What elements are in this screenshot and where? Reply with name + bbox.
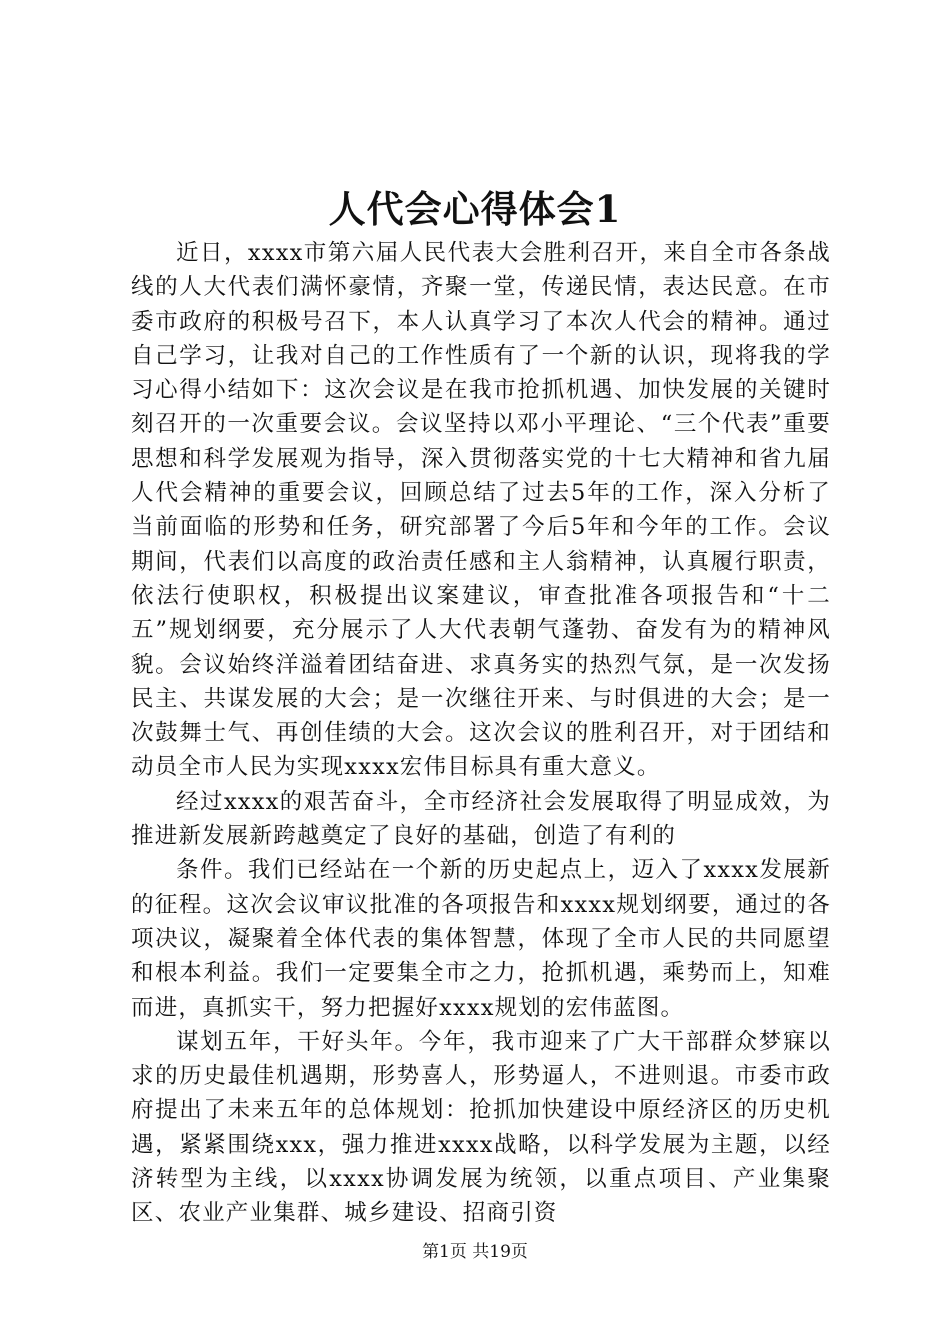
document-title: 人代会心得体会1 [328,187,622,231]
paragraph-4: 谋划五年，干好头年。今年，我市迎来了广大干部群众梦寐以求的历史最佳机遇期，形势喜人，形势逼人，不进则退。市委市政府提出了未来五年的总体规划：抢抓加快建设中原经济区的历史机遇，紧紧围绕xxx，强力推进xxxx战略，以科学发展为主题，以经济转型为主线，以xxxx协调发展为统领，以重点项目、产业集聚区、农业产业集群、城乡建设、招商引资 [131,1028,831,1227]
paragraph-3: 条件。我们已经站在一个新的历史起点上，迈入了xxxx发展新的征程。这次会议审议批准的各项报告和xxxx规划纲要，通过的各项决议，凝聚着全体代表的集体智慧，体现了全市人民的共同愿望和根本利益。我们一定要集全市之力，抢抓机遇，乘势而上，知难而进，真抓实干，努力把握好xxxx规划的宏伟蓝图。 [131,857,831,1021]
paragraph-1: 近日，xxxx市第六届人民代表大会胜利召开，来自全市各条战线的人大代表们满怀豪情，齐聚一堂，传递民情，表达民意。在市委市政府的积极号召下，本人认真学习了本次人代会的精神。通过自己学习，让我对自己的工作性质有了一个新的认识，现将我的学习心得小结如下：这次会议是在我市抢抓机遇、加快发展的关键时刻召开的一次重要会议。会议坚持以邓小平理论、“三个代表”重要思想和科学发展观为指导，深入贯彻落实党的十七大精神和省九届人代会精神的重要会议，回顾总结了过去5年的工作，深入分析了当前面临的形势和任务，研究部署了今后5年和今年的工作。会议期间，代表们以高度的政治责任感和主人翁精神，认真履行职责，依法行使职权，积极提出议案建议，审查批准各项报告和“十二五”规划纲要，充分展示了人大代表朝气蓬勃、奋发有为的精神风貌。会议始终洋溢着团结奋进、求真务实的热烈气氛，是一次发扬民主、共谋发展的大会；是一次继往开来、与时俱进的大会；是一次鼓舞士气、再创佳绩的大会。这次会议的胜利召开，对于团结和动员全市人民为实现xxxx宏伟目标具有重大意义。 [131,240,831,781]
document-body [131,236,831,1231]
paragraph-2: 经过xxxx的艰苦奋斗，全市经济社会发展取得了明显成效，为推进新发展新跨越奠定了良好的基础，创造了有利的 [131,788,831,850]
page-number-footer: 第1页 共19页 [422,1242,528,1262]
